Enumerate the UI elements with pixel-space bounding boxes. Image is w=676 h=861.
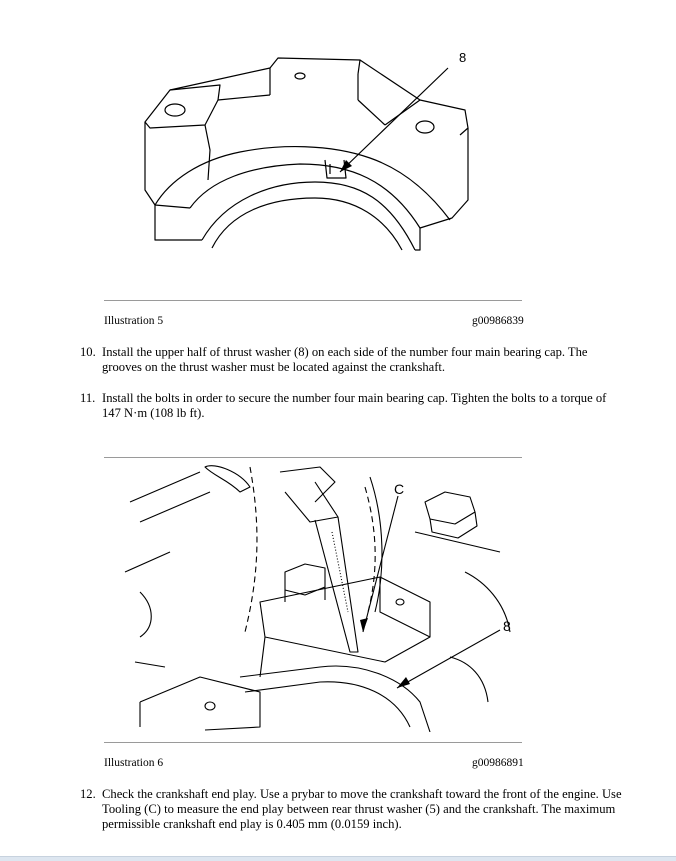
step-10-text: Install the upper half of thrust washer (8) on each side of the number four main bearing cap. The grooves on the thrust washer must be located against the crankshaft. [102,345,588,374]
step-11 [80,391,620,423]
illustration-5-code: g00986839 [472,315,524,327]
illustration-5-caption: Illustration 5 [104,315,164,327]
step-11-text: Install the bolts in order to secure the number four main bearing cap. Tighten the bolts to a torque of 147 N·m (108 lb ft). [102,391,607,420]
illustration-5-figure [130,40,510,265]
illustration-6-code: g00986891 [472,757,524,769]
step-12-text: Check the crankshaft end play. Use a prybar to move the crankshaft toward the front of the engine. Use Tooling (C) to measure the end play between rear thrust washer (5) and the crankshaft. The maximum permissible crankshaft end play is 0.405 mm (0.0159 inch). [102,787,622,831]
illustration-6-caption: Illustration 6 [104,757,164,769]
step-10-number: 10. [80,345,96,359]
window-bottom-bar [0,856,676,861]
step-12-number: 12. [80,787,96,801]
callout-8-label: 8 [503,618,511,634]
callout-8-label: 8 [459,50,467,65]
illustration-6-bottom-rule [104,742,522,743]
illustration-6-top-rule [104,457,522,458]
illustration-5-rule [104,300,522,301]
callout-c-label: C [394,481,405,497]
step-10 [80,345,620,377]
illustration-6-figure [110,462,520,732]
step-12 [80,787,620,835]
step-11-number: 11. [80,391,96,405]
